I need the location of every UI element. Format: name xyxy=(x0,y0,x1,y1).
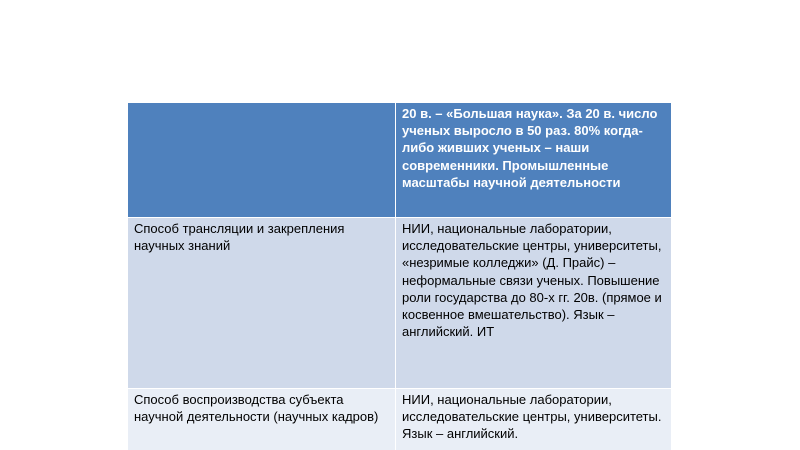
table-header-row xyxy=(128,103,671,217)
comparison-table xyxy=(128,103,671,450)
header-cell-big-science: 20 в. – «Большая наука». За 20 в. число ученых выросло в 50 раз. 80% когда-либо живших ученых – наши современники. Промышленные масштабы научной деятельности xyxy=(402,106,658,190)
row-value-personnel-reproduction: НИИ, национальные лаборатории, исследовательские центры, университеты. Язык – английский. xyxy=(402,392,662,442)
header-cell-empty xyxy=(128,103,396,217)
row-label-knowledge-transmission: Способ трансляции и закрепления научных знаний xyxy=(128,218,396,388)
table-row xyxy=(128,389,671,450)
table-row xyxy=(128,218,671,388)
row-value-knowledge-transmission: НИИ, национальные лаборатории, исследовательские центры, университеты, «незримые колледжи» (Д. Прайс) – неформальные связи ученых. Повышение роли государства до 80-х гг. 20в. (прямое и косвенное вмешательство). Язык – английский. ИТ xyxy=(402,221,662,340)
row-label-personnel-reproduction: Способ воспроизводства субъекта научной деятельности (научных кадров) xyxy=(128,389,396,450)
